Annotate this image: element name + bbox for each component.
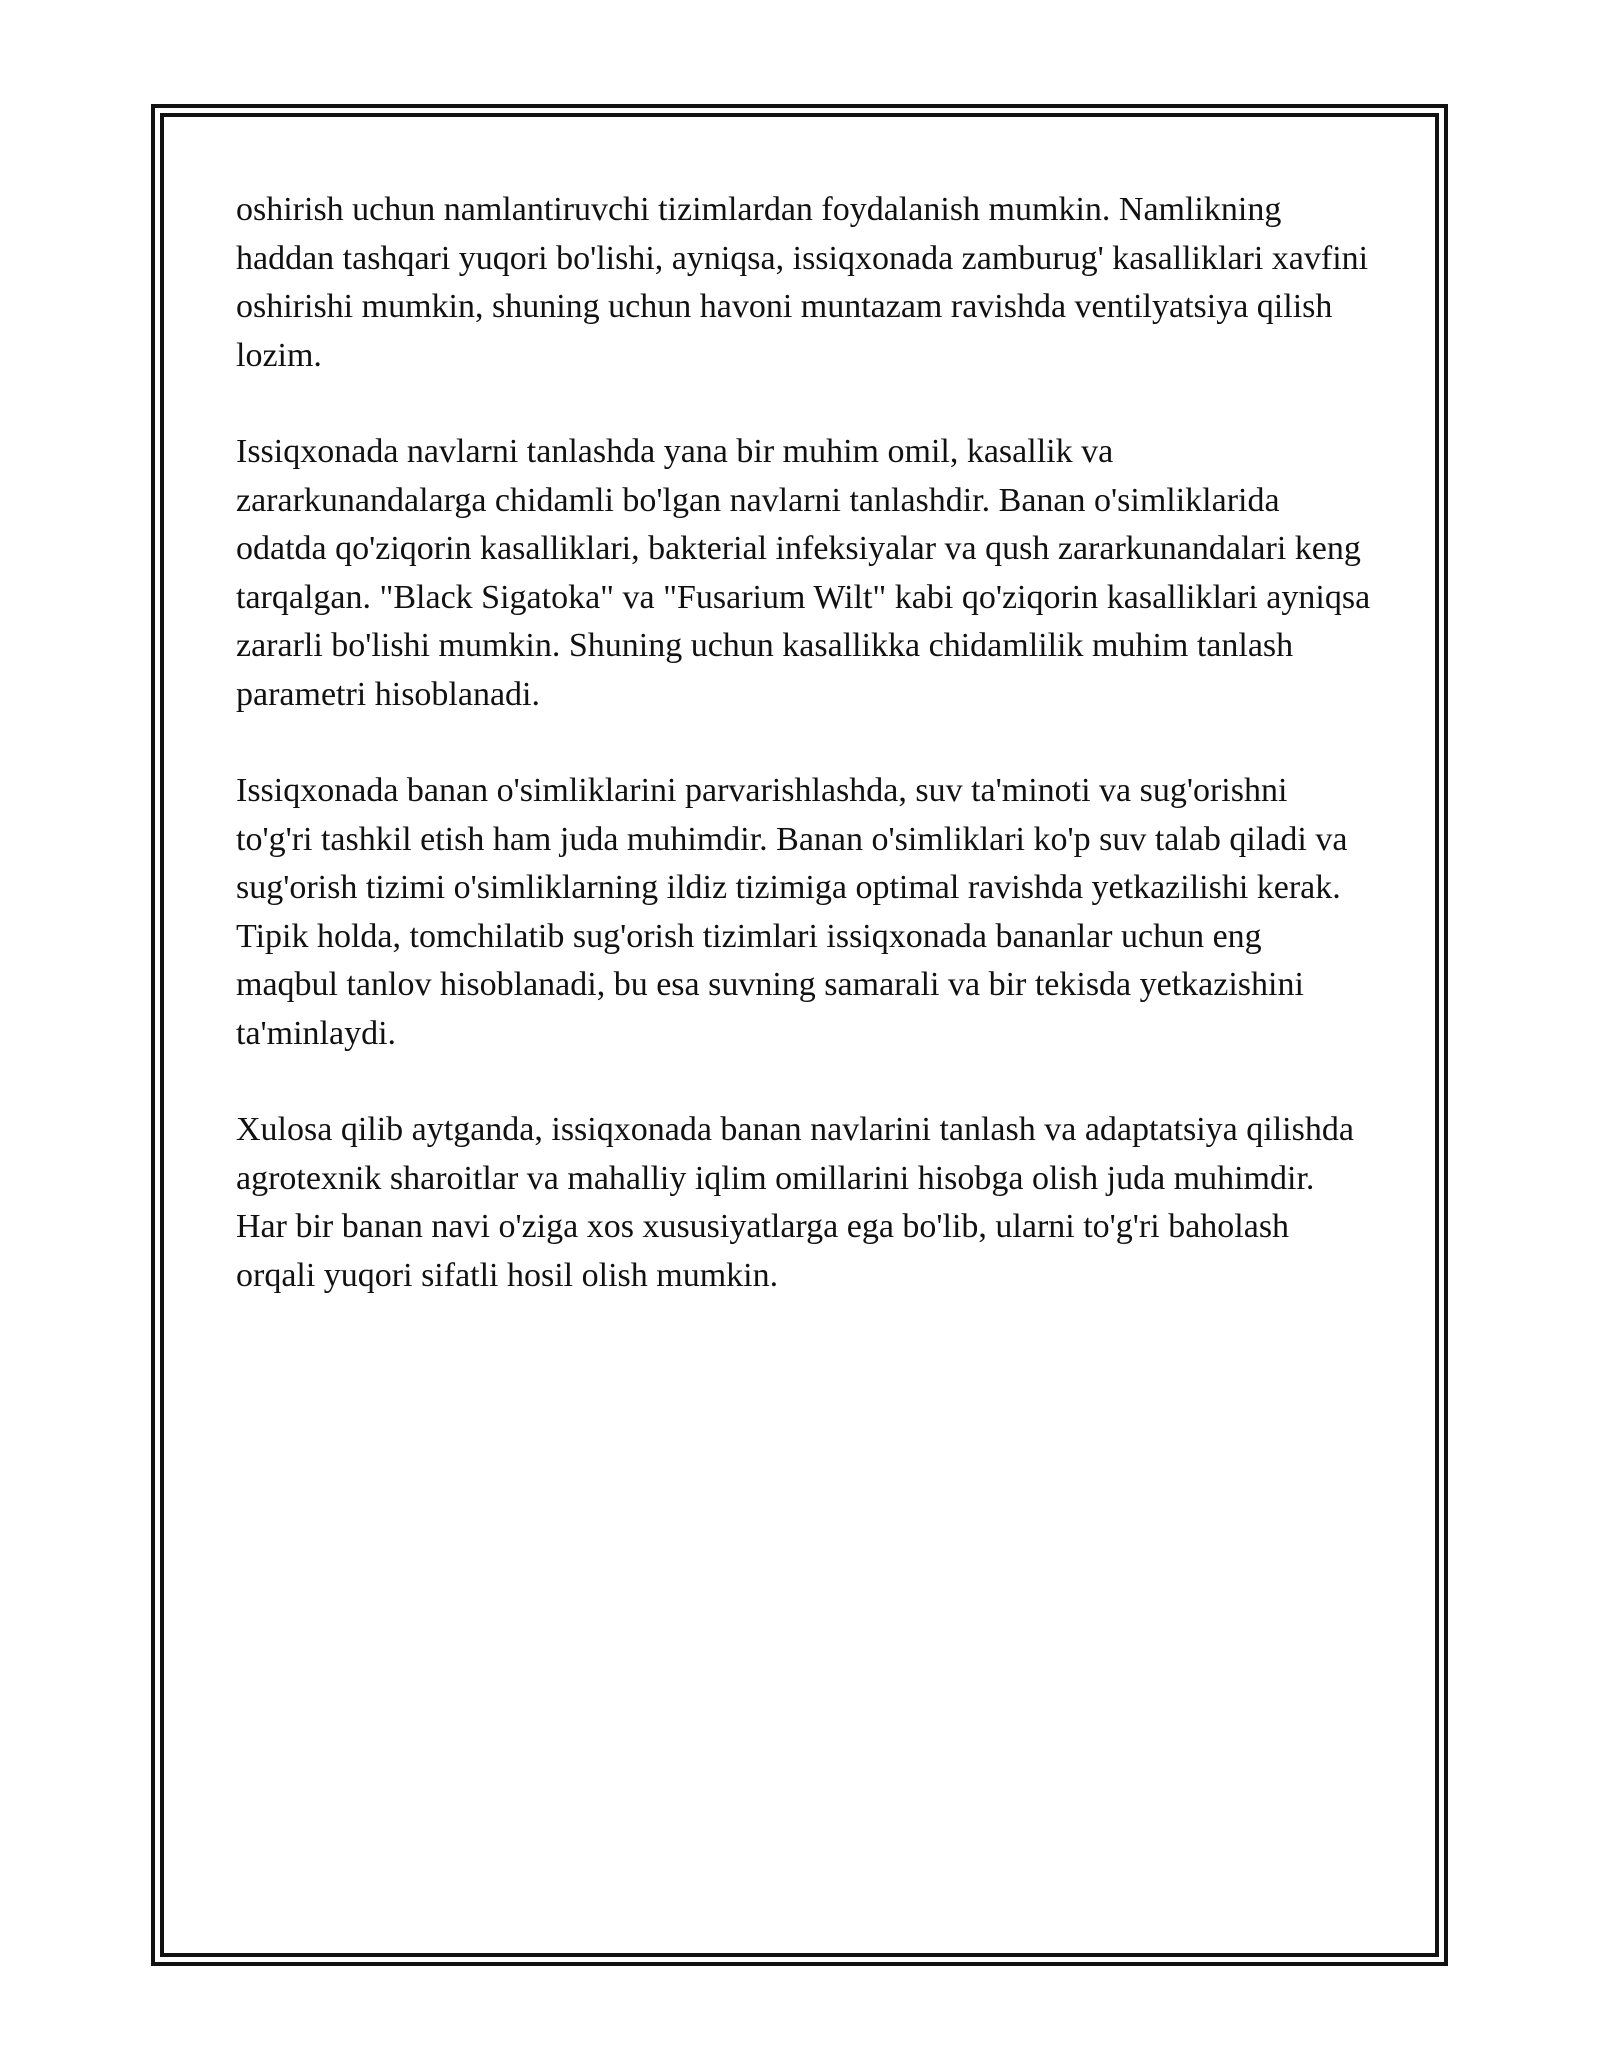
paragraph-disease-resistance: Issiqxonada navlarni tanlashda yana bir muhim omil, kasallik va zararkunandalarga chidamli bo'lgan navlarni tanlashdir. Banan o'simliklarida odatda qo'ziqorin kasalliklari, bakterial infeksiyalar va qush zararkunandalari keng tarqalgan. "Black Sigatoka" va "Fusarium Wilt" kabi qo'ziqorin kasalliklari ayniqsa zararli bo'lishi mumkin. Shuning uchun kasallikka chidamlilik muhim tanlash parametri hisoblanadi. [236, 433, 1371, 713]
paragraph-humidity: oshirish uchun namlantiruvchi tizimlardan foydalanish mumkin. Namlikning haddan tashqari yuqori bo'lishi, ayniqsa, issiqxonada zamburug' kasalliklari xavfini oshirishi mumkin, shuning uchun havoni muntazam ravishda ventilyatsiya qilish lozim. [236, 191, 1369, 374]
paragraph-conclusion: Xulosa qilib aytganda, issiqxonada banan navlarini tanlash va adaptatsiya qilishda agrotexnik sharoitlar va mahalliy iqlim omillarini hisobga olish juda muhimdir. Har bir banan navi o'ziga xos xususiyatlarga ega bo'lib, ularni to'g'ri baholash orqali yuqori sifatli hosil olish mumkin. [236, 1111, 1354, 1294]
document-body [236, 186, 1371, 1348]
paragraph-irrigation: Issiqxonada banan o'simliklarini parvarishlashda, suv ta'minoti va sug'orishni to'g'ri tashkil etish ham juda muhimdir. Banan o'simliklari ko'p suv talab qiladi va sug'orish tizimi o'simliklarning ildiz tizimiga optimal ravishda yetkazilishi kerak. Tipik holda, tomchilatib sug'orish tizimlari issiqxonada bananlar uchun eng maqbul tanlov hisoblanadi, bu esa suvning samarali va bir tekisda yetkazishini ta'minlaydi. [236, 772, 1348, 1052]
